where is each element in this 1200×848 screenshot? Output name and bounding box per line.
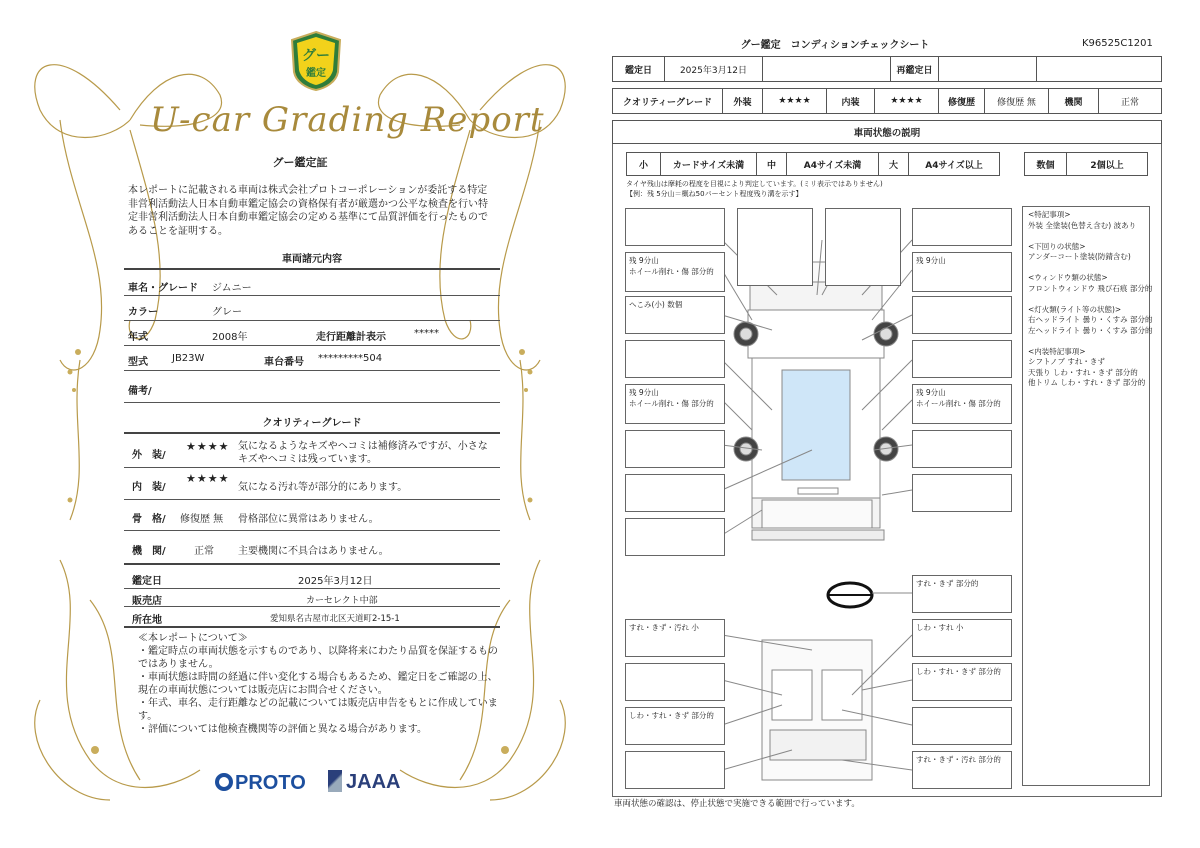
date-row [612, 56, 1162, 82]
divider [124, 402, 500, 403]
address-value: 愛知県名古屋市北区天道町2-15-1 [270, 614, 400, 624]
chassis-value: *********504 [318, 353, 383, 364]
inspection-date: 2025年3月12日 [665, 57, 763, 81]
reinspection-value [939, 57, 1037, 81]
divider [124, 530, 500, 531]
proto-mark-icon [215, 773, 233, 791]
mileage-value: ***** [414, 328, 439, 339]
divider [124, 588, 500, 589]
front-left-interior-box [625, 619, 725, 657]
rear-right-tire-box [912, 384, 1012, 424]
divider [124, 606, 500, 607]
divider [124, 345, 500, 346]
exterior-stars: ★★★★ [763, 89, 827, 113]
steering-note: すれ・きず 部分的 [916, 579, 979, 588]
size-mid: 中 [757, 153, 787, 175]
note-item: ・鑑定時点の車両状態を示すものであり、以降将来にわたり品質を保証するものではありません。 [138, 646, 498, 670]
chassis-label: 車台番号 [264, 357, 304, 368]
note-item: ・評価については他検査機関等の評価と異なる場合があります。 [138, 724, 427, 735]
damage-box [625, 340, 725, 378]
note-line: フロントウィンドウ 飛び石痕 部分的 [1028, 283, 1153, 293]
dent-note: へこみ(小) 数個 [629, 300, 683, 309]
note-line: <特記事項> [1028, 210, 1071, 219]
tire-tread: 残 9分山 [916, 256, 946, 265]
note-line: 外装 全塗装(色替え含む) 波あり [1028, 220, 1137, 230]
engine-label: 機関 [1049, 89, 1099, 113]
sheet-footer: 車両状態の確認は、停止状態で実施できる範囲で行っています。 [614, 799, 860, 809]
proto-logo: PROTO [215, 772, 306, 795]
front-right-interior-box [912, 619, 1012, 657]
engine-label: 機 関/ [132, 546, 166, 557]
exterior-label: 外装 [723, 89, 763, 113]
engine-value: 正常 [1120, 97, 1139, 108]
steering-box [912, 575, 1012, 613]
count-label: 数個 [1025, 153, 1067, 175]
condition-heading: 車両状態の説明 [612, 120, 1162, 144]
divider [124, 563, 500, 565]
front-right-tire-box [912, 252, 1012, 292]
note-line: 左ヘッドライト 曇り・くすみ 部分的 [1028, 325, 1153, 335]
interior-stars: ★★★★ [186, 472, 230, 485]
note-line: <内装特記事項> [1028, 346, 1086, 356]
exterior-comment: 気になるようなキズやヘコミは補修済みですが、小さなキズやヘコミは残っています。 [238, 441, 488, 465]
divider [124, 320, 500, 321]
frame-value: 修復歴 無 [180, 514, 224, 525]
note-line: 天張り しわ・すれ・きず 部分的 [1028, 367, 1138, 377]
grade-heading: クオリティーグレード [262, 418, 362, 429]
model-value: JB23W [172, 353, 205, 364]
repair-label: 修復歴 [939, 89, 985, 113]
damage-box [912, 340, 1012, 378]
address-label: 所在地 [132, 615, 162, 626]
interior-label: 内装 [827, 89, 875, 113]
interior-note: しわ・すれ・きず 部分的 [916, 667, 1001, 676]
color-label: カラー [128, 307, 158, 318]
interior-comment: 気になる汚れ等が部分的にあります。 [238, 482, 408, 493]
repair-value: 修復歴 無 [985, 89, 1049, 113]
reinspection-label: 再鑑定日 [891, 57, 939, 81]
rear-right-interior-box [912, 751, 1012, 789]
jaaa-mark-icon [328, 770, 342, 792]
empty-cell [763, 57, 891, 81]
size-legend [626, 152, 1000, 176]
note-line [1028, 263, 1156, 274]
date-label: 鑑定日 [132, 576, 162, 587]
sheet-id: K96525C1201 [1082, 38, 1153, 49]
interior-stars: ★★★★ [875, 89, 939, 113]
name-value: ジムニー [212, 283, 252, 294]
report-notes [138, 632, 498, 736]
year-label: 年式 [128, 332, 148, 343]
damage-box [625, 208, 725, 246]
certificate-title: グー鑑定証 [272, 156, 328, 169]
size-small: 小 [627, 153, 661, 175]
remarks-label: 備考/ [128, 386, 152, 397]
note-line: <下回りの状態> [1028, 241, 1086, 251]
damage-box [625, 663, 725, 701]
divider [124, 295, 500, 296]
note-line [1028, 231, 1156, 242]
divider [124, 370, 500, 371]
size-mid-desc: A4サイズ未満 [787, 153, 879, 175]
tire-tread: 残 9分山 [629, 388, 659, 397]
divider [124, 268, 500, 270]
note-line: 右ヘッドライト 曇り・くすみ 部分的 [1028, 315, 1153, 324]
size-large: 大 [879, 153, 909, 175]
wheel-damage: ホイール削れ・傷 部分的 [916, 399, 1001, 408]
store-label: 販売店 [132, 596, 162, 607]
interior-note: しわ・すれ・きず 部分的 [629, 711, 714, 720]
color-value: グレー [212, 307, 242, 318]
goo-kantei-badge-icon [288, 30, 344, 92]
frame-label: 骨 格/ [132, 514, 166, 525]
front-left-tire-box [625, 252, 725, 292]
note-item: ・車両状態は時間の経過に伴い変化する場合もあるため、鑑定日をご確認の上、現在の車両状態については販売店にお問合せください。 [138, 672, 498, 696]
note-item: ・年式、車名、走行距離などの記載については販売店申告をもとに作成しています。 [138, 698, 498, 722]
divider [124, 467, 500, 468]
size-large-desc: A4サイズ以上 [925, 160, 983, 171]
frame-comment: 骨格部位に異常はありません。 [238, 514, 379, 525]
note-line: シフトノブ すれ・きず [1028, 357, 1105, 366]
exterior-stars: ★★★★ [186, 440, 230, 453]
certificate-statement: 本レポートに記載される車両は株式会社プロトコーポレーションが委託する特定非営利活動法人日本自動車鑑定協会の資格保有者が厳選かつ公平な検査を行い特定非営利活動法人日本自動車鑑定協会の定める基準にて品質評価を行ったものであることを証明する。 [128, 185, 488, 237]
svg-text:鑑定: 鑑定 [306, 68, 326, 79]
interior-note: すれ・きず・汚れ 小 [629, 623, 699, 632]
year-value: 2008年 [212, 332, 248, 343]
grade-row [612, 88, 1162, 114]
script-title: U-car Grading Report [150, 100, 545, 140]
divider [124, 499, 500, 500]
wheel-damage: ホイール削れ・傷 部分的 [629, 399, 714, 408]
damage-box [625, 430, 725, 468]
damage-box [625, 751, 725, 789]
divider [124, 626, 500, 628]
damage-box [912, 296, 1012, 334]
model-label: 型式 [128, 357, 148, 368]
grade-label: クオリティーグレード [613, 89, 723, 113]
note-line [1028, 336, 1156, 347]
damage-box [912, 430, 1012, 468]
tire-note-line: タイヤ残山は摩耗の程度を目視により判定しています。(ミリ表示ではありません) [626, 180, 883, 188]
damage-box [912, 208, 1012, 246]
damage-box [912, 474, 1012, 512]
interior-note: しわ・すれ 小 [916, 623, 964, 632]
damage-box [625, 474, 725, 512]
date-value: 2025年3月12日 [298, 576, 373, 587]
damage-box [625, 518, 725, 556]
empty-cell [1037, 57, 1161, 81]
tire-tread: 残 9分山 [629, 256, 659, 265]
rear-left-interior-box [625, 707, 725, 745]
inspection-date-label: 鑑定日 [613, 57, 665, 81]
count-desc: 2個以上 [1090, 160, 1124, 171]
tire-note-line: 【例：残 5分山＝概ね50パーセント程度残り溝を示す】 [626, 189, 803, 198]
sheet-title: グー鑑定 コンディションチェックシート [740, 40, 930, 51]
damage-box [825, 208, 901, 286]
front-left-dent-box [625, 296, 725, 334]
name-label: 車名・グレード [128, 283, 198, 294]
engine-value: 正常 [194, 546, 214, 557]
svg-text:グー: グー [302, 48, 330, 64]
note-line: <ウィンドウ類の状態> [1028, 273, 1108, 282]
wheel-damage: ホイール削れ・傷 部分的 [629, 267, 714, 276]
notes-heading: ≪本レポートについて≫ [138, 633, 248, 644]
note-line: <灯火類(ライト等の状態)> [1028, 304, 1122, 314]
count-legend [1024, 152, 1148, 176]
note-line [1028, 294, 1156, 305]
note-line: アンダーコート塗装(防錆含む) [1028, 252, 1131, 261]
note-line: 他トリム しわ・すれ・きず 部分的 [1028, 378, 1146, 387]
size-small-desc: カードサイズ未満 [661, 153, 757, 175]
damage-box [737, 208, 813, 286]
interior-label: 内 装/ [132, 482, 166, 493]
interior-note: すれ・きず・汚れ 部分的 [916, 755, 1001, 764]
store-value: カーセレクト中部 [306, 596, 378, 606]
tire-tread: 残 9分山 [916, 388, 946, 397]
jaaa-logo: JAAA [328, 770, 400, 794]
mid-right-interior-box [912, 663, 1012, 701]
engine-comment: 主要機関に不具合はありません。 [238, 546, 389, 557]
rear-left-tire-box [625, 384, 725, 424]
tire-note [626, 180, 883, 199]
exterior-label: 外 装/ [132, 450, 166, 461]
spec-heading: 車両諸元内容 [282, 254, 342, 265]
special-notes [1028, 210, 1156, 389]
divider [124, 432, 500, 434]
damage-box [912, 707, 1012, 745]
mileage-label: 走行距離計表示 [316, 332, 386, 343]
